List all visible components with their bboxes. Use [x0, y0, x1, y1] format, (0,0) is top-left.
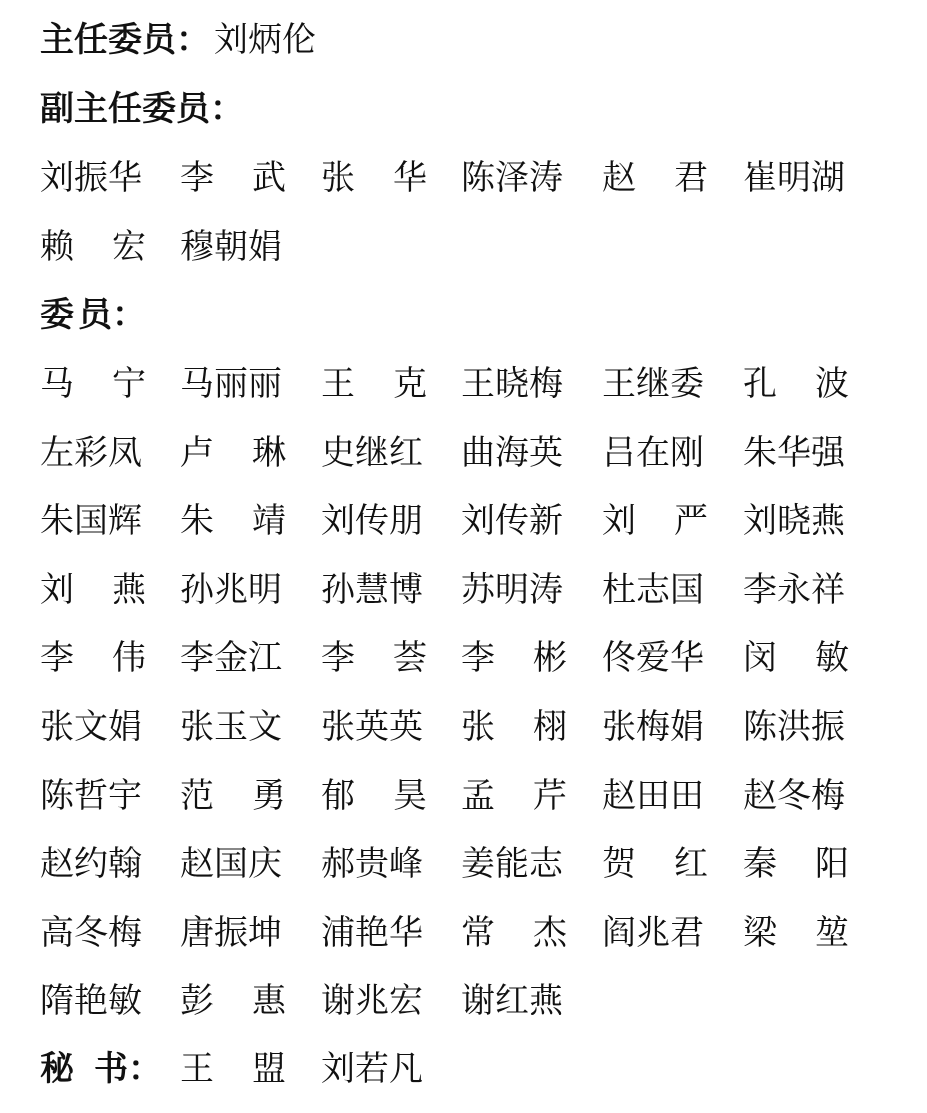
member-name — [180, 499, 286, 543]
member-name — [461, 499, 567, 543]
name-text: 佟爱华 — [602, 638, 704, 679]
secretaries-label-char-2: 书： — [94, 1049, 162, 1089]
member-name — [180, 911, 286, 955]
name-char: 武 — [252, 158, 286, 198]
member-name — [180, 362, 286, 406]
member-name — [461, 979, 567, 1023]
name-text: 苏明涛 — [461, 569, 563, 610]
name-char: 梁 — [743, 912, 777, 953]
name-text: 朱国辉 — [40, 501, 142, 542]
name-char: 李 — [180, 158, 214, 198]
director-row — [40, 18, 316, 62]
member-name — [321, 979, 427, 1023]
secretary-name — [321, 1047, 427, 1091]
member-name — [180, 774, 286, 818]
name-text: 陈哲宇 — [40, 775, 142, 816]
deputy-name — [602, 156, 708, 200]
deputy-label: 副主任委员： — [40, 89, 244, 129]
member-name — [321, 774, 427, 818]
secretary-name — [180, 1047, 286, 1091]
member-name — [743, 431, 849, 475]
member-name — [40, 911, 146, 955]
name-text: 史继红 — [321, 432, 423, 473]
name-char: 彬 — [533, 638, 567, 679]
name-text: 赵冬梅 — [743, 775, 845, 816]
member-name — [602, 568, 708, 612]
member-name — [180, 568, 286, 612]
name-char: 刘 — [602, 501, 636, 542]
member-name — [602, 362, 708, 406]
name-text: 陈洪振 — [743, 707, 845, 747]
name-text: 李金江 — [180, 638, 282, 679]
name-char: 范 — [180, 775, 214, 816]
name-char: 惠 — [252, 981, 286, 1022]
name-char: 闵 — [743, 638, 777, 679]
deputy-name — [180, 156, 286, 200]
name-char: 宏 — [112, 226, 146, 267]
member-name — [180, 842, 286, 886]
name-char: 燕 — [112, 569, 146, 610]
name-text: 杜志国 — [602, 569, 704, 610]
name-char: 王 — [321, 364, 355, 404]
member-name — [743, 774, 849, 818]
member-name — [40, 636, 146, 680]
name-char: 勇 — [252, 775, 286, 816]
member-name — [743, 636, 849, 680]
name-char: 杰 — [533, 912, 567, 953]
member-name — [321, 842, 427, 886]
name-text: 谢红燕 — [461, 981, 563, 1022]
name-text: 高冬梅 — [40, 912, 142, 953]
secretaries-label-char-1: 秘 — [40, 1049, 74, 1089]
name-char: 贺 — [602, 844, 636, 885]
member-name — [321, 636, 427, 680]
member-name — [461, 636, 567, 680]
name-char: 马 — [40, 364, 74, 404]
name-char: 敏 — [815, 638, 849, 679]
member-name — [743, 911, 849, 955]
name-char: 克 — [393, 364, 427, 404]
member-name — [180, 979, 286, 1023]
member-name — [743, 842, 849, 886]
name-char: 伟 — [112, 638, 146, 679]
deputy-name — [461, 156, 567, 200]
name-text: 朱华强 — [743, 432, 845, 473]
name-text: 赵田田 — [602, 775, 704, 816]
name-char: 孟 — [461, 775, 495, 816]
name-char: 盟 — [252, 1049, 286, 1089]
member-name — [743, 362, 849, 406]
name-char: 靖 — [252, 501, 286, 542]
secretaries-label — [40, 1047, 162, 1091]
name-text: 刘晓燕 — [743, 501, 845, 542]
name-char: 朱 — [180, 501, 214, 542]
members-label-char-2: 员： — [78, 295, 146, 335]
member-name — [180, 636, 286, 680]
name-text: 张梅娟 — [602, 707, 704, 747]
name-text: 谢兆宏 — [321, 981, 423, 1022]
name-text: 孙兆明 — [180, 569, 282, 610]
member-name — [461, 431, 567, 475]
members-label — [40, 293, 146, 337]
name-text: 孙慧博 — [321, 569, 423, 610]
name-text: 张文娟 — [40, 707, 142, 747]
name-text: 刘传新 — [461, 501, 563, 542]
deputy-name — [40, 225, 146, 269]
member-name — [40, 431, 146, 475]
deputy-label-row — [40, 87, 244, 131]
name-char: 君 — [674, 158, 708, 198]
name-char: 阳 — [815, 844, 849, 885]
member-name — [40, 842, 146, 886]
name-text: 赵约翰 — [40, 844, 142, 885]
member-name — [180, 431, 286, 475]
member-name — [40, 499, 146, 543]
name-char: 彭 — [180, 981, 214, 1022]
name-text: 李永祥 — [743, 569, 845, 610]
name-text: 崔明湖 — [743, 158, 845, 198]
member-name — [743, 568, 849, 612]
name-text: 张英英 — [321, 707, 423, 747]
member-name — [321, 568, 427, 612]
name-char: 孔 — [743, 364, 777, 404]
name-char: 郁 — [321, 775, 355, 816]
member-name — [321, 362, 427, 406]
director-label: 主任委员： — [40, 20, 210, 60]
member-name — [40, 774, 146, 818]
name-char: 华 — [393, 158, 427, 198]
name-text: 阎兆君 — [602, 912, 704, 953]
name-text: 刘传朋 — [321, 501, 423, 542]
deputy-name — [743, 156, 849, 200]
name-char: 李 — [461, 638, 495, 679]
name-char: 刘 — [40, 569, 74, 610]
name-char: 宁 — [112, 364, 146, 404]
member-name — [602, 911, 708, 955]
deputy-name — [321, 156, 427, 200]
deputy-name — [180, 225, 286, 269]
members-label-char-1: 委 — [40, 295, 74, 335]
member-name — [602, 636, 708, 680]
member-name — [40, 568, 146, 612]
member-name — [602, 842, 708, 886]
name-text: 王继委 — [602, 364, 704, 404]
member-name — [321, 431, 427, 475]
name-char: 荟 — [393, 638, 427, 679]
name-text: 姜能志 — [461, 844, 563, 885]
name-char: 红 — [674, 844, 708, 885]
deputy-name — [40, 156, 146, 200]
name-text: 隋艳敏 — [40, 981, 142, 1022]
name-char: 栩 — [533, 707, 567, 747]
name-char: 常 — [461, 912, 495, 953]
member-name — [461, 705, 567, 749]
name-char: 赵 — [602, 158, 636, 198]
member-name — [461, 362, 567, 406]
name-text: 赵国庆 — [180, 844, 282, 885]
member-name — [461, 911, 567, 955]
name-char: 严 — [674, 501, 708, 542]
name-text: 曲海英 — [461, 432, 563, 473]
name-char: 昊 — [393, 775, 427, 816]
name-text: 王晓梅 — [461, 364, 563, 404]
member-name — [743, 705, 849, 749]
name-text: 穆朝娟 — [180, 226, 282, 267]
name-char: 芹 — [533, 775, 567, 816]
name-char: 堃 — [815, 912, 849, 953]
name-text: 唐振坤 — [180, 912, 282, 953]
name-char: 李 — [40, 638, 74, 679]
member-name — [461, 568, 567, 612]
member-name — [602, 431, 708, 475]
name-char: 张 — [461, 707, 495, 747]
member-name — [180, 705, 286, 749]
name-text: 刘振华 — [40, 158, 142, 198]
member-name — [602, 499, 708, 543]
name-char: 张 — [321, 158, 355, 198]
name-char: 波 — [815, 364, 849, 404]
member-name — [321, 911, 427, 955]
name-text: 左彩凤 — [40, 432, 142, 473]
name-text: 陈泽涛 — [461, 158, 563, 198]
member-name — [602, 774, 708, 818]
member-name — [461, 774, 567, 818]
member-name — [40, 705, 146, 749]
name-char: 琳 — [252, 432, 286, 473]
member-name — [40, 979, 146, 1023]
name-char: 赖 — [40, 226, 74, 267]
name-text: 张玉文 — [180, 707, 282, 747]
member-name — [461, 842, 567, 886]
name-text: 浦艳华 — [321, 912, 423, 953]
member-name — [321, 705, 427, 749]
member-name — [40, 362, 146, 406]
name-char: 秦 — [743, 844, 777, 885]
director-name: 刘炳伦 — [214, 20, 316, 60]
name-char: 王 — [180, 1049, 214, 1089]
member-name — [602, 705, 708, 749]
name-text: 马丽丽 — [180, 364, 282, 404]
name-text: 吕在刚 — [602, 432, 704, 473]
name-char: 卢 — [180, 432, 214, 473]
name-char: 李 — [321, 638, 355, 679]
name-text: 刘若凡 — [321, 1049, 423, 1089]
member-name — [321, 499, 427, 543]
member-name — [743, 499, 849, 543]
name-text: 郝贵峰 — [321, 844, 423, 885]
